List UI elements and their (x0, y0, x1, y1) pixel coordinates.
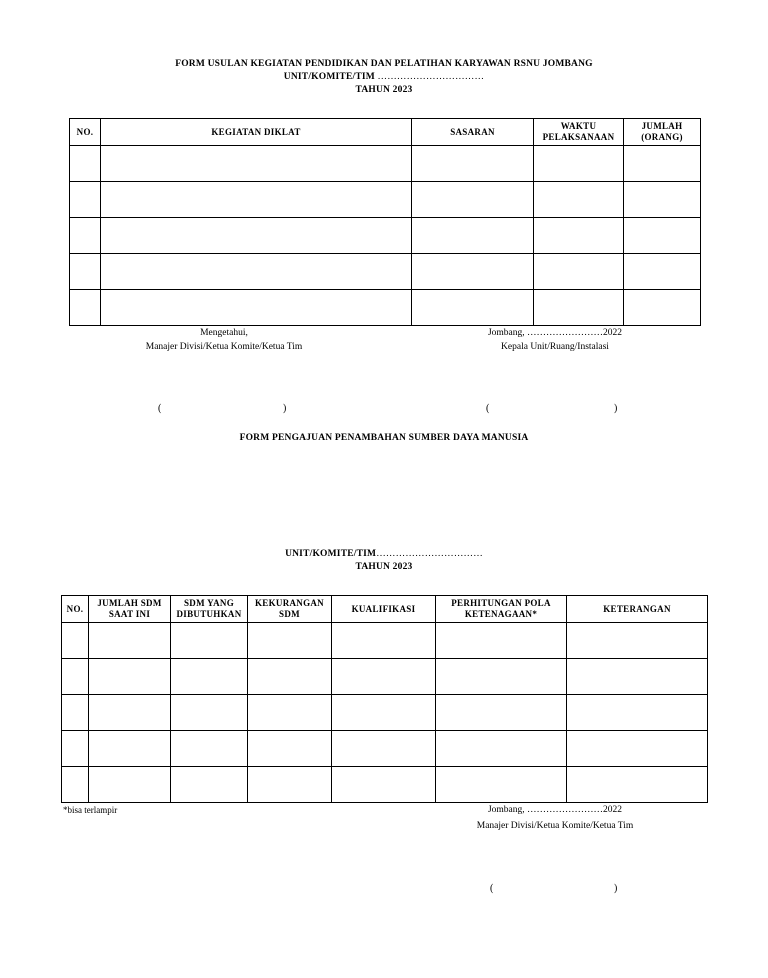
table-row (70, 218, 701, 254)
form1-cell[interactable] (70, 218, 101, 254)
form1-cell[interactable] (624, 182, 701, 218)
form2-header-jumlah-sdm: JUMLAH SDM SAAT INI (89, 596, 171, 623)
form2-cell[interactable] (171, 623, 248, 659)
form1-title: FORM USULAN KEGIATAN PENDIDIKAN DAN PELATIHAN KARYAWAN RSNU JOMBANG (175, 59, 593, 69)
form2-cell[interactable] (62, 659, 89, 695)
form2-cell[interactable] (62, 731, 89, 767)
form1-sign-left-close-paren: ) (283, 403, 287, 414)
form1-cell[interactable] (70, 290, 101, 326)
form1-unit-line (0, 72, 768, 82)
form2-cell[interactable] (248, 623, 332, 659)
table-row (70, 290, 701, 326)
form1-header-sasaran: SASARAN (412, 119, 534, 146)
form1-sign-left-line1: Mengetahui, (200, 328, 248, 338)
form2-cell[interactable] (567, 767, 708, 803)
form2-cell[interactable] (89, 731, 171, 767)
form2-unit-line (0, 549, 768, 559)
form2-cell[interactable] (436, 767, 567, 803)
form2-sign-right-line2: Manajer Divisi/Ketua Komite/Ketua Tim (476, 821, 634, 831)
table-row (70, 182, 701, 218)
form2-cell[interactable] (62, 767, 89, 803)
form1-cell[interactable] (534, 290, 624, 326)
form1-sign-right-line1: Jombang, ……………………2022 (487, 328, 623, 338)
form2-sign-right-line1: Jombang, ……………………2022 (487, 805, 623, 815)
form1-cell[interactable] (412, 254, 534, 290)
form2-header-kekurangan: KEKURANGAN SDM (248, 596, 332, 623)
table-row (62, 731, 708, 767)
form2-year: TAHUN 2023 (355, 562, 413, 572)
form2-footnote: *bisa terlampir (63, 805, 118, 815)
form1-sign-right-line2: Kepala Unit/Ruang/Instalasi (501, 342, 609, 352)
form2-cell[interactable] (171, 731, 248, 767)
form2-cell[interactable] (89, 659, 171, 695)
form2-header-row (62, 596, 708, 623)
form1-cell[interactable] (534, 254, 624, 290)
form2-cell[interactable] (567, 623, 708, 659)
form1-sign-left-line2: Manajer Divisi/Ketua Komite/Ketua Tim (145, 342, 303, 352)
form1-header-no: NO. (70, 119, 101, 146)
form2-cell[interactable] (62, 695, 89, 731)
form2-header-sdm-dibutuhkan: SDM YANG DIBUTUHKAN (171, 596, 248, 623)
form2-cell[interactable] (567, 731, 708, 767)
form2-cell[interactable] (89, 623, 171, 659)
form2-cell[interactable] (436, 695, 567, 731)
form2-cell[interactable] (436, 623, 567, 659)
form2-cell[interactable] (248, 659, 332, 695)
form2-cell[interactable] (171, 695, 248, 731)
table-row (62, 623, 708, 659)
form1-cell[interactable] (101, 218, 412, 254)
form2-cell[interactable] (332, 659, 436, 695)
form2-unit-dots: …………………………… (376, 549, 483, 559)
form2-cell[interactable] (436, 659, 567, 695)
form2-cell[interactable] (436, 731, 567, 767)
form1-unit-label: UNIT/KOMITE/TIM (283, 72, 375, 82)
form1-year: TAHUN 2023 (355, 85, 413, 95)
form2-title: FORM PENGAJUAN PENAMBAHAN SUMBER DAYA MANUSIA (239, 433, 529, 443)
table-row (62, 659, 708, 695)
form2-cell[interactable] (248, 767, 332, 803)
form1-header-jumlah: JUMLAH (ORANG) (624, 119, 701, 146)
form1-cell[interactable] (624, 218, 701, 254)
form1-header-waktu: WAKTU PELAKSANAAN (534, 119, 624, 146)
form1-cell[interactable] (70, 146, 101, 182)
form2-table (61, 595, 708, 803)
form1-cell[interactable] (101, 182, 412, 218)
form1-cell[interactable] (101, 146, 412, 182)
form1-cell[interactable] (534, 146, 624, 182)
form1-cell[interactable] (70, 254, 101, 290)
form1-cell[interactable] (534, 218, 624, 254)
form1-cell[interactable] (70, 182, 101, 218)
form1-cell[interactable] (101, 290, 412, 326)
form2-header-kualifikasi: KUALIFIKASI (332, 596, 436, 623)
form1-cell[interactable] (412, 218, 534, 254)
form1-header-row (70, 119, 701, 146)
table-row (62, 695, 708, 731)
form1-table (69, 118, 701, 326)
form1-cell[interactable] (534, 182, 624, 218)
form1-cell[interactable] (101, 254, 412, 290)
table-row (62, 767, 708, 803)
form1-sign-left-open-paren: ( (158, 403, 162, 414)
form1-sign-right-close-paren: ) (614, 403, 618, 414)
form2-cell[interactable] (89, 695, 171, 731)
form2-cell[interactable] (248, 695, 332, 731)
form2-unit-label: UNIT/KOMITE/TIM (285, 549, 377, 559)
form2-cell[interactable] (332, 731, 436, 767)
form2-sign-right-close-paren: ) (614, 883, 618, 894)
form1-cell[interactable] (412, 146, 534, 182)
form2-cell[interactable] (332, 623, 436, 659)
form2-header-no: NO. (62, 596, 89, 623)
form2-cell[interactable] (62, 623, 89, 659)
form2-cell[interactable] (332, 695, 436, 731)
table-row (70, 254, 701, 290)
form2-cell[interactable] (567, 659, 708, 695)
form1-header-kegiatan: KEGIATAN DIKLAT (101, 119, 412, 146)
form1-cell[interactable] (624, 290, 701, 326)
table-row (70, 146, 701, 182)
form1-cell[interactable] (412, 182, 534, 218)
form1-cell[interactable] (624, 146, 701, 182)
form2-cell[interactable] (171, 659, 248, 695)
form2-cell[interactable] (332, 767, 436, 803)
form1-unit-dots: …………………………… (374, 72, 485, 82)
form2-header-keterangan: KETERANGAN (567, 596, 708, 623)
form2-header-perhitungan: PERHITUNGAN POLA KETENAGAAN* (436, 596, 567, 623)
form2-cell[interactable] (567, 695, 708, 731)
form2-cell[interactable] (89, 767, 171, 803)
form1-cell[interactable] (412, 290, 534, 326)
form2-sign-right-open-paren: ( (490, 883, 494, 894)
form1-sign-right-open-paren: ( (486, 403, 490, 414)
form2-cell[interactable] (248, 731, 332, 767)
form1-cell[interactable] (624, 254, 701, 290)
form2-cell[interactable] (171, 767, 248, 803)
